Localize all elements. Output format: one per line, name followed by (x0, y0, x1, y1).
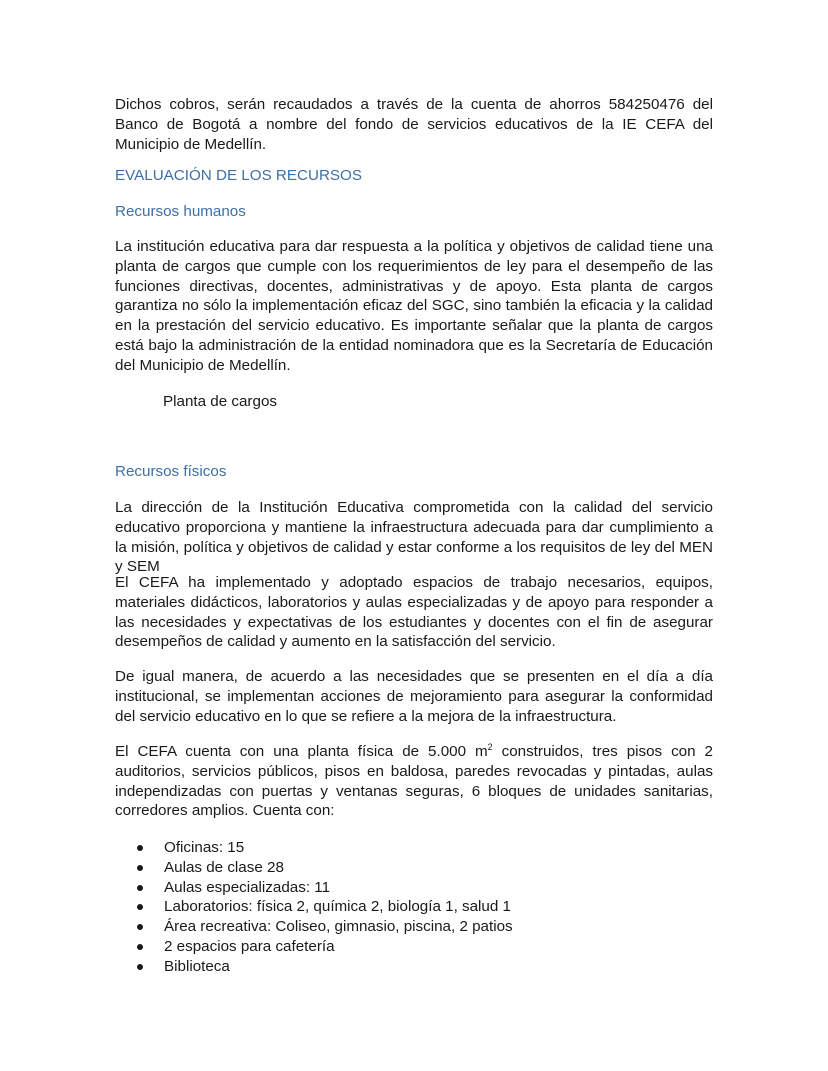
list-item: Oficinas: 15 (164, 838, 713, 858)
planta-de-cargos-label: Planta de cargos (163, 393, 277, 410)
list-item: Biblioteca (164, 957, 713, 977)
facilities-list (115, 838, 713, 977)
subheading-recursos-fisicos: Recursos físicos (115, 463, 227, 480)
paragraph-recursos-humanos: La institución educativa para dar respuesta a la política y objetivos de calidad tiene una planta de cargos que cumple con los requerimientos de ley para el desempeño de las funciones directivas, docentes, administrativas y de apoyo. Esta planta de cargos garantiza no sólo la implementación eficaz del SGC, sino también la eficacia y la calidad en la prestación del servicio educativo. Es importante señalar que la planta de cargos está bajo la administración de la entidad nominadora que es la Secretaría de Educación del Municipio de Medellín. (115, 238, 713, 374)
paragraph-fisicos-3: De igual manera, de acuerdo a las necesidades que se presenten en el día a día institucional, se implementan acciones de mejoramiento para asegurar la conformidad del servicio educativo en lo que se refiere a la mejora de la infraestructura. (115, 668, 713, 725)
list-item: 2 espacios para cafetería (164, 937, 713, 957)
paragraph-fisicos-2: El CEFA ha implementado y adoptado espacios de trabajo necesarios, equipos, materiales didácticos, laboratorios y aulas especializadas y de apoyo para responder a las necesidades y expectativas de los estudiantes y docentes con el fin de asegurar desempeños de calidad y aumento en la satisfacción del servicio. (115, 574, 713, 651)
list-item: Aulas especializadas: 11 (164, 878, 713, 898)
superscript: 2 (487, 741, 493, 752)
list-item: Área recreativa: Coliseo, gimnasio, piscina, 2 patios (164, 917, 713, 937)
subheading-recursos-humanos: Recursos humanos (115, 203, 246, 220)
text: El CEFA cuenta con una planta física de 5.000 m (115, 743, 488, 760)
paragraph-cobros: Dichos cobros, serán recaudados a través de la cuenta de ahorros 584250476 del Banco de Bogotá a nombre del fondo de servicios educativos de la IE CEFA del Municipio de Medellín. (115, 96, 713, 153)
paragraph-fisicos-4 (115, 742, 713, 821)
list-item: Laboratorios: física 2, química 2, biología 1, salud 1 (164, 897, 713, 917)
paragraph-fisicos-1: La dirección de la Institución Educativa comprometida con la calidad del servicio educativo proporciona y mantiene la infraestructura adecuada para dar cumplimiento a la misión, política y objetivos de calidad y estar conforme a los requisitos de ley del MEN y SEM (115, 499, 713, 576)
section-heading: EVALUACIÓN DE LOS RECURSOS (115, 167, 362, 184)
list-item: Aulas de clase 28 (164, 858, 713, 878)
text: construidos, tres pisos con 2 auditorios, servicios públicos, pisos en baldosa, paredes revocadas y pintadas, aulas independizadas con puertas y ventanas seguras, 6 bloques de unidades sanitarias, corredores amplios. Cuenta con: (115, 743, 713, 820)
